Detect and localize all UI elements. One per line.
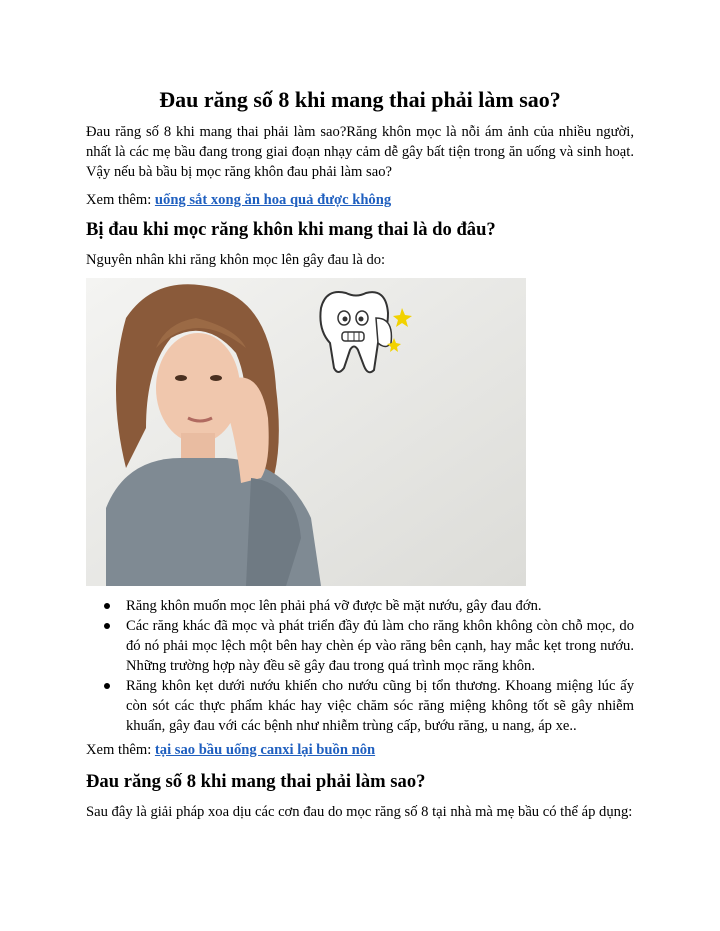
see-more-label: Xem thêm: [86, 742, 155, 758]
see-more-link-calcium[interactable]: tại sao bầu uống canxi lại buồn nôn [154, 742, 376, 758]
list-item: Răng khôn kẹt dưới nướu khiến cho nướu cũng bị tổn thương. Khoang miệng lúc ấy còn sót các thực phẩm khác hay việc chăm sóc răng miệng không tốt sẽ gây nhiễm khuẩn, gây đau với các bệnh như nhiễm trùng cấp, bướu răng, u nang, áp xe.. [86, 676, 634, 736]
pregnant-woman-toothache-image [86, 278, 526, 586]
bullet-icon [104, 623, 110, 629]
solution-intro: Sau đây là giải pháp xoa dịu các cơn đau do mọc răng số 8 tại nhà mà mẹ bầu có thể áp dụng: [86, 804, 633, 820]
see-more-label: Xem thêm: [86, 192, 155, 208]
page-title: Đau răng số 8 khi mang thai phải làm sao? [159, 87, 561, 112]
see-more-1 [86, 190, 634, 210]
cause-intro: Nguyên nhân khi răng khôn mọc lên gây đau là do: [86, 252, 386, 268]
see-more-link-iron[interactable]: uống sắt xong ăn hoa quả được không [154, 192, 392, 208]
see-more-2 [86, 740, 634, 760]
section-heading-causes: Bị đau khi mọc răng khôn khi mang thai là do đâu? [86, 219, 496, 240]
list-item: Các răng khác đã mọc và phát triển đầy đủ làm cho răng khôn không còn chỗ mọc, do đó nó phải mọc lệch một bên hay chèn ép vào răng bên cạnh, hay mắc kẹt trong nướu. Những trường hợp này đều sẽ gây đau trong quá trình mọc răng khôn. [86, 616, 634, 676]
bullet-icon [104, 603, 110, 609]
section-heading-solutions: Đau răng số 8 khi mang thai phải làm sao? [86, 771, 426, 792]
causes-list [86, 596, 634, 736]
intro-paragraph: Đau răng số 8 khi mang thai phải làm sao?Răng khôn mọc là nỗi ám ảnh của nhiều người, nhất là các mẹ bầu đang trong giai đoạn nhạy cảm dễ gây bất tiện trong ăn uống và sinh hoạt. Vậy nếu bà bầu bị mọc răng khôn đau phải làm sao? [86, 124, 634, 180]
list-item: Răng khôn muốn mọc lên phải phá vỡ được bề mặt nướu, gây đau đớn. [86, 596, 634, 616]
bullet-icon [104, 683, 110, 689]
